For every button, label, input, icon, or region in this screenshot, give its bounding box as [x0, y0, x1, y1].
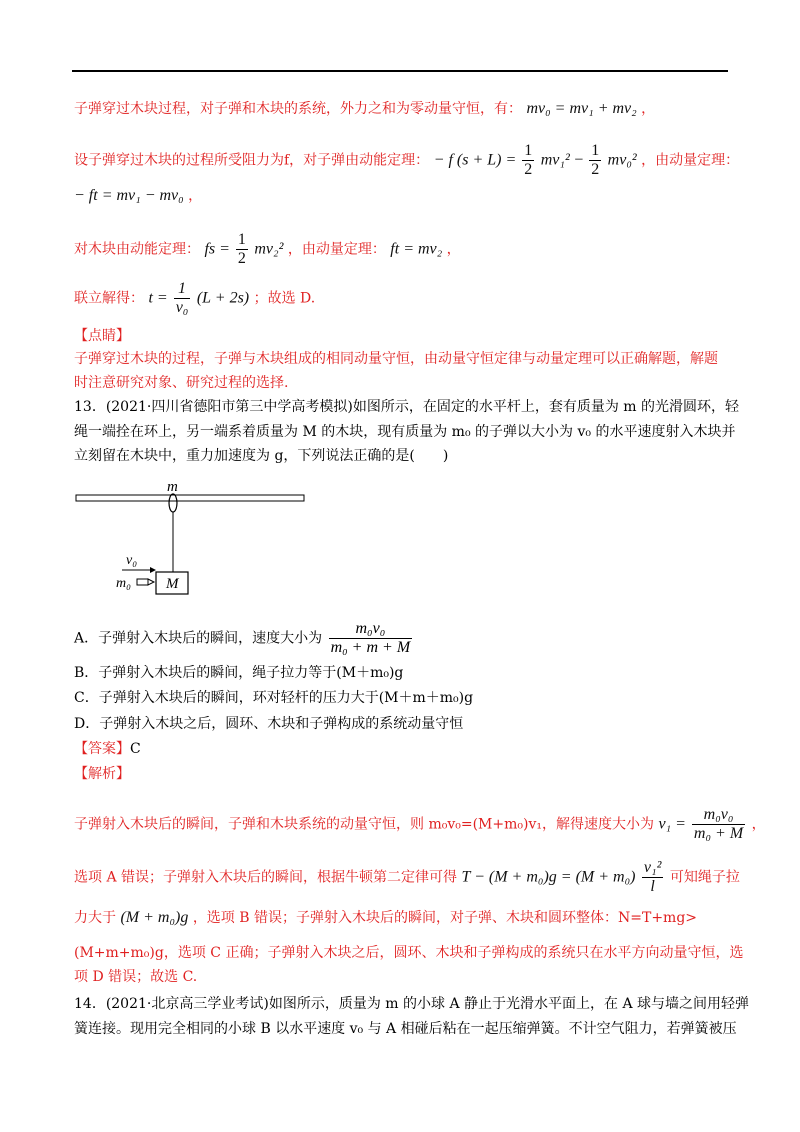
num: 1 — [524, 142, 533, 159]
text-pre: 力大于 — [74, 910, 116, 926]
dianjing-line-1: 子弹穿过木块的过程，子弹与木块组成的相同动量守恒，由动量守恒定律与动量定理可以正确解题，解题 — [74, 351, 718, 367]
num: 1 — [591, 142, 600, 159]
result-fraction — [174, 280, 191, 317]
solution-line-2 — [74, 142, 739, 179]
text: 对木块由动能定理： — [74, 241, 200, 258]
newton-equation: T − (M + m₀)g = (M + m₀) — [461, 868, 636, 886]
block-impulse: ft = mv₂ — [390, 240, 443, 258]
punct: ， — [188, 188, 203, 204]
analysis-line-3 — [74, 908, 697, 928]
den: 2 — [237, 250, 246, 267]
answer-label: 【答案】 — [74, 741, 130, 757]
option-c: C．子弹射入木块后的瞬间，环对轻杆的压力大于(M＋m＋m₀)g — [74, 690, 474, 706]
header-rule — [72, 70, 728, 72]
option-a-text: A．子弹射入木块后的瞬间，速度大小为 — [74, 630, 323, 647]
analysis-line-4: (M+m+m₀)g，选项 C 正确；子弹射入木块之后，圆环、木块和子弹构成的系统只在水平方向动量守恒，选 — [74, 945, 744, 961]
result-left: t = — [148, 289, 172, 307]
momentum-equation: mv₀ = mv₁ + mv₂ — [526, 100, 637, 117]
newton-fraction — [642, 859, 663, 896]
half-fraction-3 — [236, 231, 248, 268]
text-tail: 可知绳子拉 — [669, 869, 740, 886]
solution-line-4 — [74, 231, 461, 268]
horizontal-rod — [76, 495, 304, 501]
impulse-equation: − ft = mv₁ − mv₀ — [74, 187, 184, 204]
den: m₀ + M — [693, 825, 744, 842]
minus: − — [574, 151, 588, 169]
den: 2 — [591, 161, 600, 178]
q13-line-2: 绳一端拴在环上，另一端系着质量为 M 的木块，现有质量为 m₀ 的子弹以大小为 v₀ 的水平速度射入木块并 — [74, 424, 736, 440]
solution-line-1 — [74, 99, 655, 119]
text-tail: ，由动量定理： — [641, 152, 740, 169]
text: 联立解得： — [74, 290, 144, 307]
num: 1 — [237, 231, 246, 248]
num: v₁² — [643, 859, 662, 876]
result-right: (L + 2s) — [196, 289, 250, 307]
punct: ， — [641, 101, 656, 117]
speed-label: v₀ — [126, 553, 138, 568]
block-energy-left: fs = — [204, 240, 234, 258]
bullet-tip — [148, 579, 154, 585]
q14-line-2: 簧连接。现用完全相同的小球 B 以水平速度 v₀ 与 A 相碰后粘在一起压缩弹簧。不计空气阻力，若弹簧被压 — [74, 1021, 737, 1037]
arrow-head — [150, 567, 156, 573]
bullet-label: m₀ — [116, 576, 131, 591]
option-a-fraction — [329, 620, 413, 657]
den: l — [650, 878, 655, 895]
v1-fraction — [692, 806, 745, 843]
work-energy-left: − f (s + L) = — [433, 151, 521, 169]
choice-d: ；故选 D. — [253, 290, 316, 307]
option-d: D．子弹射入木块之后，圆环、木块和子弹构成的系统动量守恒 — [74, 716, 464, 732]
den: v₀ — [175, 299, 189, 316]
term-1: mv₁² — [540, 151, 570, 169]
analysis-line-5: 项 D 错误；故选 C. — [74, 969, 198, 985]
v1-left: v₁ = — [658, 815, 690, 833]
solution-line-3 — [74, 186, 202, 206]
solution-line-5 — [74, 280, 315, 317]
text: 设子弹穿过木块的过程所受阻力为f，对子弹由动能定理： — [74, 152, 430, 169]
answer — [74, 739, 141, 759]
half-fraction-2 — [589, 142, 601, 179]
num: m₀v₀ — [692, 806, 745, 825]
answer-value: C — [130, 741, 141, 757]
dianjing-heading: 【点睛】 — [74, 328, 130, 344]
block-label: M — [166, 576, 179, 592]
bullet — [137, 579, 148, 585]
punct: ， — [751, 816, 766, 833]
analysis-line-1 — [74, 806, 766, 843]
text: 子弹射入木块后的瞬间，子弹和木块系统的动量守恒，则 m₀v₀=(M+m₀)v₁，解得速度大小为 — [74, 816, 654, 833]
option-b: B．子弹射入木块后的瞬间，绳子拉力等于(M＋m₀)g — [74, 665, 404, 681]
punct: ， — [446, 241, 461, 258]
ring-label: m — [167, 479, 178, 495]
analysis-line-2 — [74, 859, 740, 896]
q13-line-1: 13．(2021·四川省德阳市第三中学高考模拟)如图所示，在固定的水平杆上，套有质量为 m 的光滑圆环，轻 — [74, 399, 739, 415]
q13-line-3: 立刻留在木块中，重力加速度为 g，下列说法正确的是( ) — [74, 448, 449, 464]
num: 1 — [174, 280, 191, 299]
term: mv₂² — [254, 240, 284, 258]
bound-expr: (M + m₀)g — [120, 909, 189, 926]
text: 子弹穿过木块过程，对子弹和木块的系统，外力之和为零动量守恒，有： — [74, 101, 522, 117]
dianjing-line-2: 时注意研究对象、研究过程的选择. — [74, 375, 289, 391]
term-2: mv₀² — [607, 151, 637, 169]
num: m₀v₀ — [329, 620, 413, 639]
text: 选项 A 错误；子弹射入木块后的瞬间，根据牛顿第二定律可得 — [74, 869, 458, 886]
half-fraction — [522, 142, 534, 179]
q13-figure — [70, 478, 310, 602]
option-a — [74, 620, 414, 657]
text: ，选项 B 错误；子弹射入木块后的瞬间，对子弹、木块和圆环整体：N=T+mg> — [192, 910, 698, 926]
q14-line-1: 14．(2021·北京高三学业考试)如图所示，质量为 m 的小球 A 静止于光滑水平面上，在 A 球与墙之间用轻弹 — [74, 996, 750, 1012]
den: 2 — [524, 161, 533, 178]
text-mid: ，由动量定理： — [287, 241, 386, 258]
den: m₀ + m + M — [330, 639, 411, 656]
analysis-label: 【解析】 — [74, 766, 130, 782]
